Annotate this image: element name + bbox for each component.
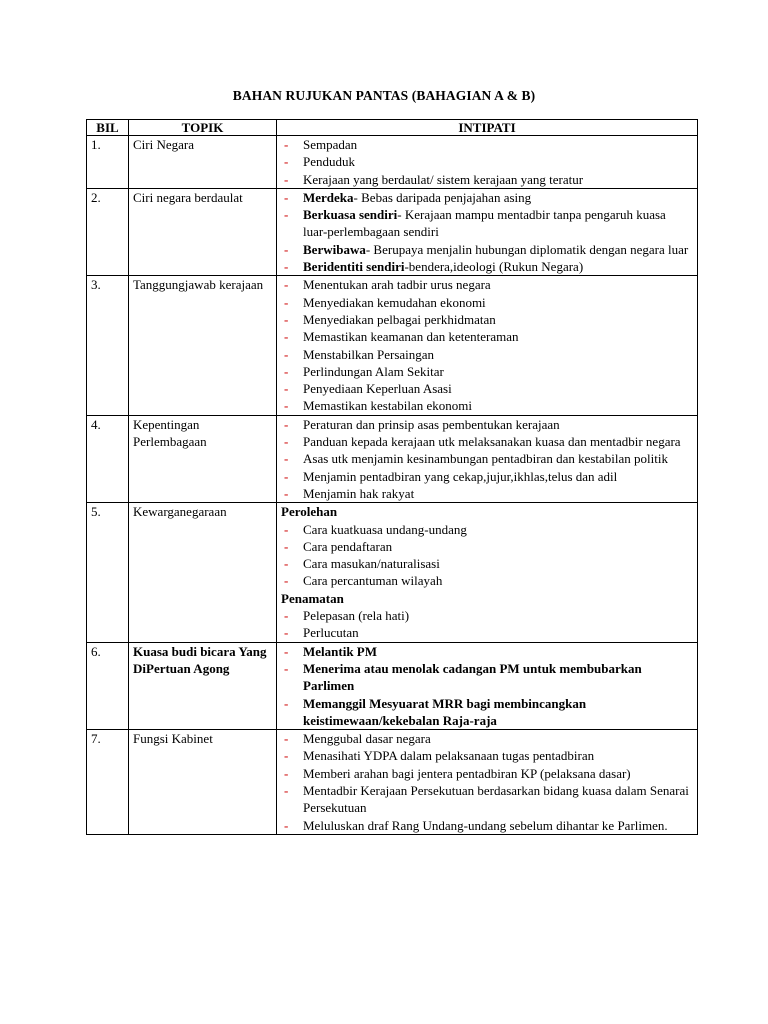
list-item: - Menyediakan kemudahan ekonomi [284,294,486,310]
list-item: - Cara kuatkuasa undang-undang [284,521,467,537]
row-points [277,276,698,415]
row-points [277,503,698,642]
list-item: - Memastikan keamanan dan ketenteraman [284,329,519,345]
term: Merdeka [303,189,354,205]
list-item: - Penyediaan Keperluan Asasi [284,381,452,397]
row-number: 7. [87,730,129,835]
list-item: - Meluluskan draf Rang Undang-undang sebelum dihantar ke Parlimen. [284,817,668,833]
list-item: - Mentadbir Kerajaan Persekutuan berdasarkan bidang kuasa dalam Senarai Persekutuan [284,782,689,816]
list-item: - Berkuasa sendiri- Kerajaan mampu mentadbir tanpa pengaruh kuasa luar-perlembagaan sendiri [284,207,666,240]
subheading: Penamatan [281,590,344,606]
row-topic: Kepentingan Perlembagaan [129,415,277,502]
row-points [277,642,698,729]
list-item: - Memberi arahan bagi jentera pentadbiran KP (pelaksana dasar) [284,765,631,781]
list-item: - Merdeka- Bebas daripada penjajahan asing [284,189,532,205]
row-points [277,730,698,835]
list-item: - Melantik PM [284,643,378,659]
term: Beridentiti sendiri [303,259,405,275]
list-item: - Menjamin hak rakyat [284,485,415,501]
row-points [277,136,698,189]
subheading: Perolehan [281,504,338,520]
list-item: - Kerajaan yang berdaulat/ sistem kerajaan yang teratur [284,171,584,187]
table-row [87,188,698,275]
table-header-row [87,120,698,136]
list-item: - Memastikan kestabilan ekonomi [284,398,472,414]
row-topic: Kuasa budi bicara Yang DiPertuan Agong [129,642,277,729]
list-item: - Menstabilkan Persaingan [284,346,435,362]
list-item: - Asas utk menjamin kesinambungan pentadbiran dan kestabilan politik [284,451,669,467]
row-number: 4. [87,415,129,502]
row-number: 1. [87,136,129,189]
row-topic: Tanggungjawab kerajaan [129,276,277,415]
list-item: - Memanggil Mesyuarat MRR bagi membincangkan keistimewaan/kekebalan Raja-raja [284,695,587,728]
list-item: - Pelepasan (rela hati) [284,608,410,624]
table-row [87,415,698,502]
term: Berkuasa sendiri [303,207,398,223]
list-item: - Menasihati YDPA dalam pelaksanaan tugas pentadbiran [284,748,595,764]
list-item: - Menerima atau menolak cadangan PM untuk membubarkan Parlimen [284,660,642,694]
page-title: BAHAN RUJUKAN PANTAS (BAHAGIAN A & B) [232,88,536,103]
list-item: - Perlucutan [284,625,359,641]
list-item: - Beridentiti sendiri-bendera,ideologi (Rukun Negara) [284,259,584,275]
list-item: - Menggubal dasar negara [284,731,431,747]
row-number: 6. [87,642,129,729]
row-topic: Ciri negara berdaulat [129,188,277,275]
row-points [277,415,698,502]
row-number: 3. [87,276,129,415]
reference-table [86,119,698,835]
list-item: - Penduduk [284,154,355,170]
row-points [277,188,698,275]
list-item: - Cara percantuman wilayah [284,573,443,589]
list-item: - Cara pendaftaran [284,538,393,554]
row-topic: Kewarganegaraan [129,503,277,642]
row-number: 2. [87,188,129,275]
list-item: - Peraturan dan prinsip asas pembentukan kerajaan [284,416,560,432]
list-item: - Cara masukan/naturalisasi [284,556,440,572]
table-row [87,136,698,189]
list-item: - Menentukan arah tadbir urus negara [284,277,491,293]
row-number: 5. [87,503,129,642]
table-row [87,642,698,729]
header-bil: BIL [87,120,129,136]
list-item: - Menjamin pentadbiran yang cekap,jujur,ikhlas,telus dan adil [284,468,618,484]
list-item: - Perlindungan Alam Sekitar [284,363,444,379]
row-topic: Ciri Negara [129,136,277,189]
term: Berwibawa [303,241,366,257]
list-item: - Berwibawa- Berupaya menjalin hubungan diplomatik dengan negara luar [284,241,689,257]
table-row [87,503,698,642]
list-item: - Sempadan [284,137,358,152]
header-intipati: INTIPATI [277,120,698,136]
row-topic: Fungsi Kabinet [129,730,277,835]
table-row [87,730,698,835]
list-item: - Menyediakan pelbagai perkhidmatan [284,311,496,327]
table-row [87,276,698,415]
list-item: - Panduan kepada kerajaan utk melaksanakan kuasa dan mentadbir negara [284,434,681,450]
header-topik: TOPIK [129,120,277,136]
